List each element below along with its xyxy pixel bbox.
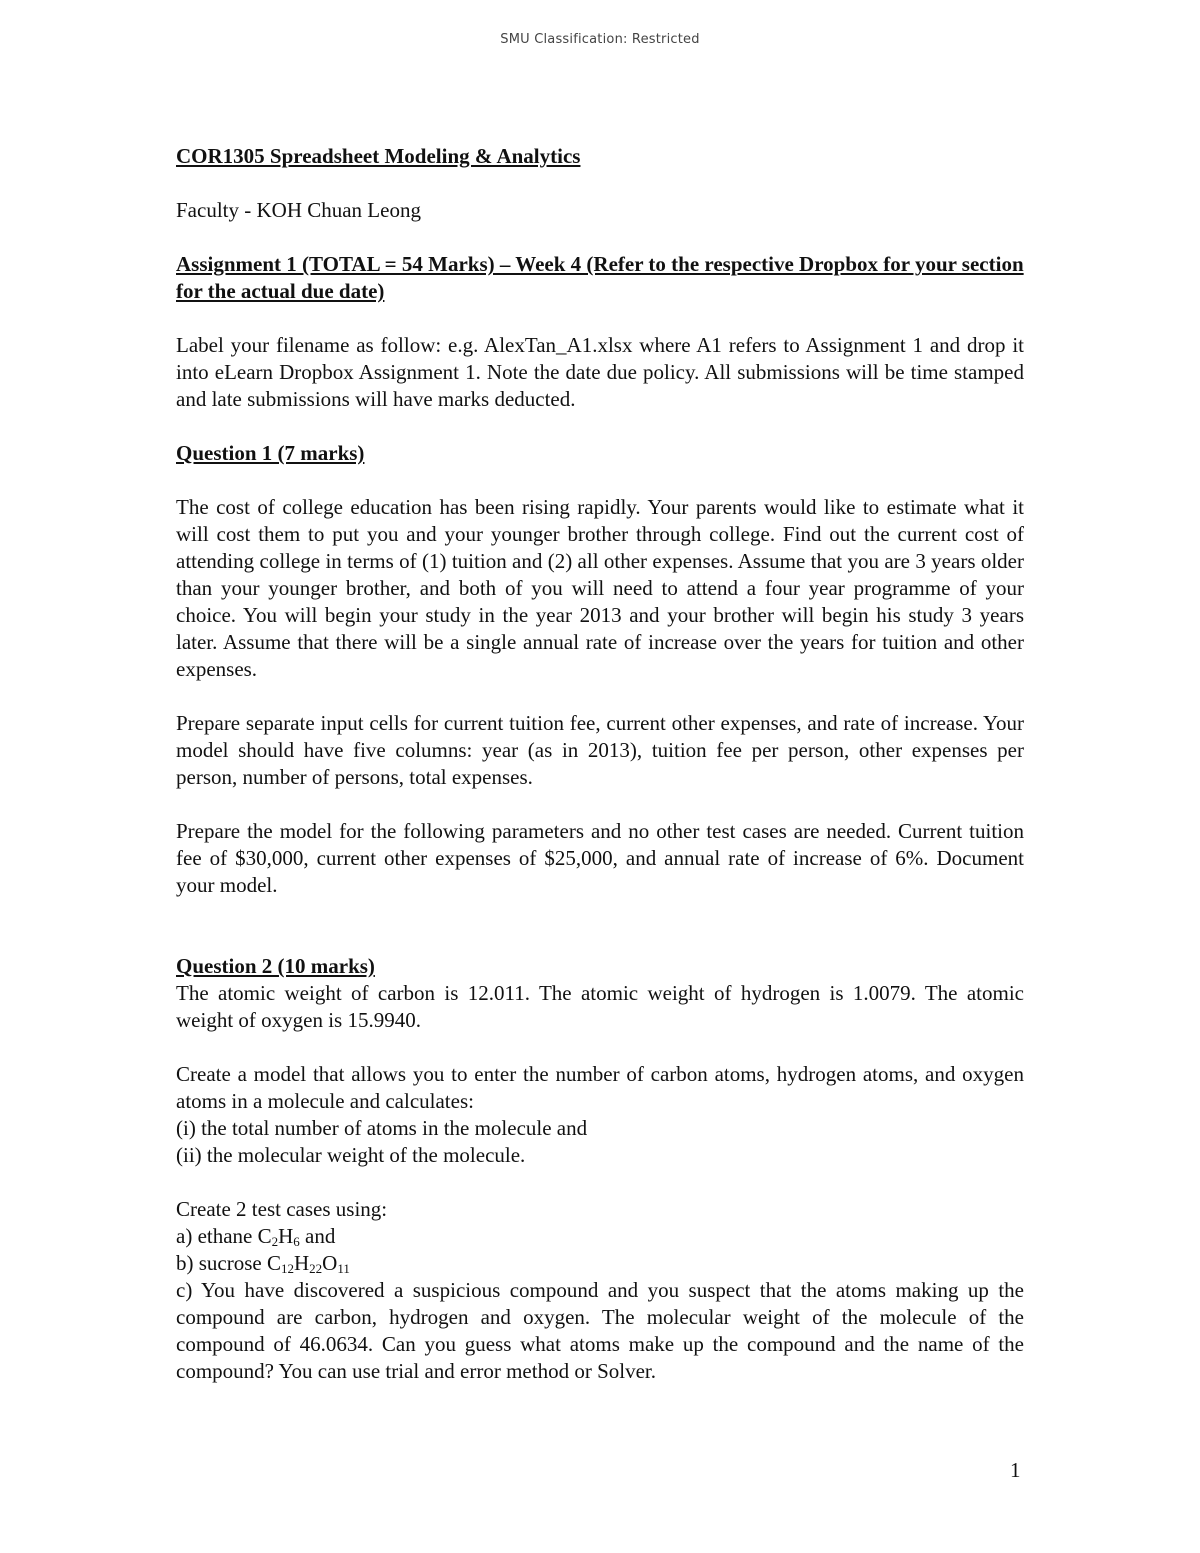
question-1-heading: Question 1 (7 marks) <box>176 441 365 465</box>
subscript: 2 <box>271 1234 279 1249</box>
test-cases-intro: Create 2 test cases using: <box>176 1197 388 1221</box>
subscript: 11 <box>337 1261 350 1276</box>
test-case-a-suffix: and <box>299 1224 336 1248</box>
element-symbol: O <box>322 1251 338 1275</box>
subscript: 6 <box>293 1234 300 1249</box>
classification-label: SMU Classification: Restricted <box>500 32 700 47</box>
test-case-a-text: a) ethane C <box>176 1224 272 1248</box>
faculty-line: Faculty - KOH Chuan Leong <box>176 198 421 222</box>
test-case-b <box>176 1250 1024 1277</box>
question-1-paragraph-2: Prepare separate input cells for current tuition fee, current other expenses, and rate of increase. Your model should have five columns: year (as in 2013), tuition fee per person, other expenses per person, number of persons, total expenses. <box>176 711 1024 789</box>
test-case-c: c) You have discovered a suspicious compound and you suspect that the atoms making up the compound are carbon, hydrogen and oxygen. The molecular weight of the molecule of the compound of 46.0634. Can you guess what atoms make up the compound and the name of the compound? You can use trial and error method or Solver. <box>176 1278 1024 1383</box>
element-symbol: H <box>278 1224 294 1248</box>
instructions-paragraph: Label your filename as follow: e.g. AlexTan_A1.xlsx where A1 refers to Assignment 1 and drop it into eLearn Dropbox Assignment 1. Note the date due policy. All submissions will be time stamped and late submissions will have marks deducted. <box>176 333 1024 411</box>
question-2-item-ii: (ii) the molecular weight of the molecule. <box>176 1143 526 1167</box>
subscript: 22 <box>309 1261 323 1276</box>
assignment-heading: Assignment 1 (TOTAL = 54 Marks) – Week 4 (Refer to the respective Dropbox for your section for the actual due date) <box>176 252 1024 303</box>
question-2-item-i: (i) the total number of atoms in the molecule and <box>176 1116 588 1140</box>
question-2-paragraph-1: The atomic weight of carbon is 12.011. The atomic weight of hydrogen is 1.0079. The atomic weight of oxygen is 15.9940. <box>176 981 1024 1032</box>
test-case-b-text: b) sucrose C <box>176 1251 281 1275</box>
question-2-paragraph-2: Create a model that allows you to enter the number of carbon atoms, hydrogen atoms, and oxygen atoms in a molecule and calculates: <box>176 1062 1024 1113</box>
question-1-paragraph-3: Prepare the model for the following parameters and no other test cases are needed. Current tuition fee of $30,000, current other expenses of $25,000, and annual rate of increase of 6%. Document your model. <box>176 819 1024 897</box>
page-number: 1 <box>1010 1458 1021 1482</box>
question-2-heading: Question 2 (10 marks) <box>176 954 375 978</box>
document-body <box>176 143 1024 1385</box>
test-case-a <box>176 1223 1024 1250</box>
element-symbol: H <box>293 1251 310 1275</box>
course-title: COR1305 Spreadsheet Modeling & Analytics <box>176 144 581 168</box>
subscript: 12 <box>280 1261 294 1276</box>
question-1-paragraph-1: The cost of college education has been rising rapidly. Your parents would like to estimate what it will cost them to put you and your younger brother through college. Find out the current cost of attending college in terms of (1) tuition and (2) all other expenses. Assume that you are 3 years older than your younger brother, and both of you will need to attend a four year programme of your choice. You will begin your study in the year 2013 and your brother will begin his study 3 years later. Assume that there will be a single annual rate of increase over the years for tuition and other expenses. <box>176 495 1024 681</box>
